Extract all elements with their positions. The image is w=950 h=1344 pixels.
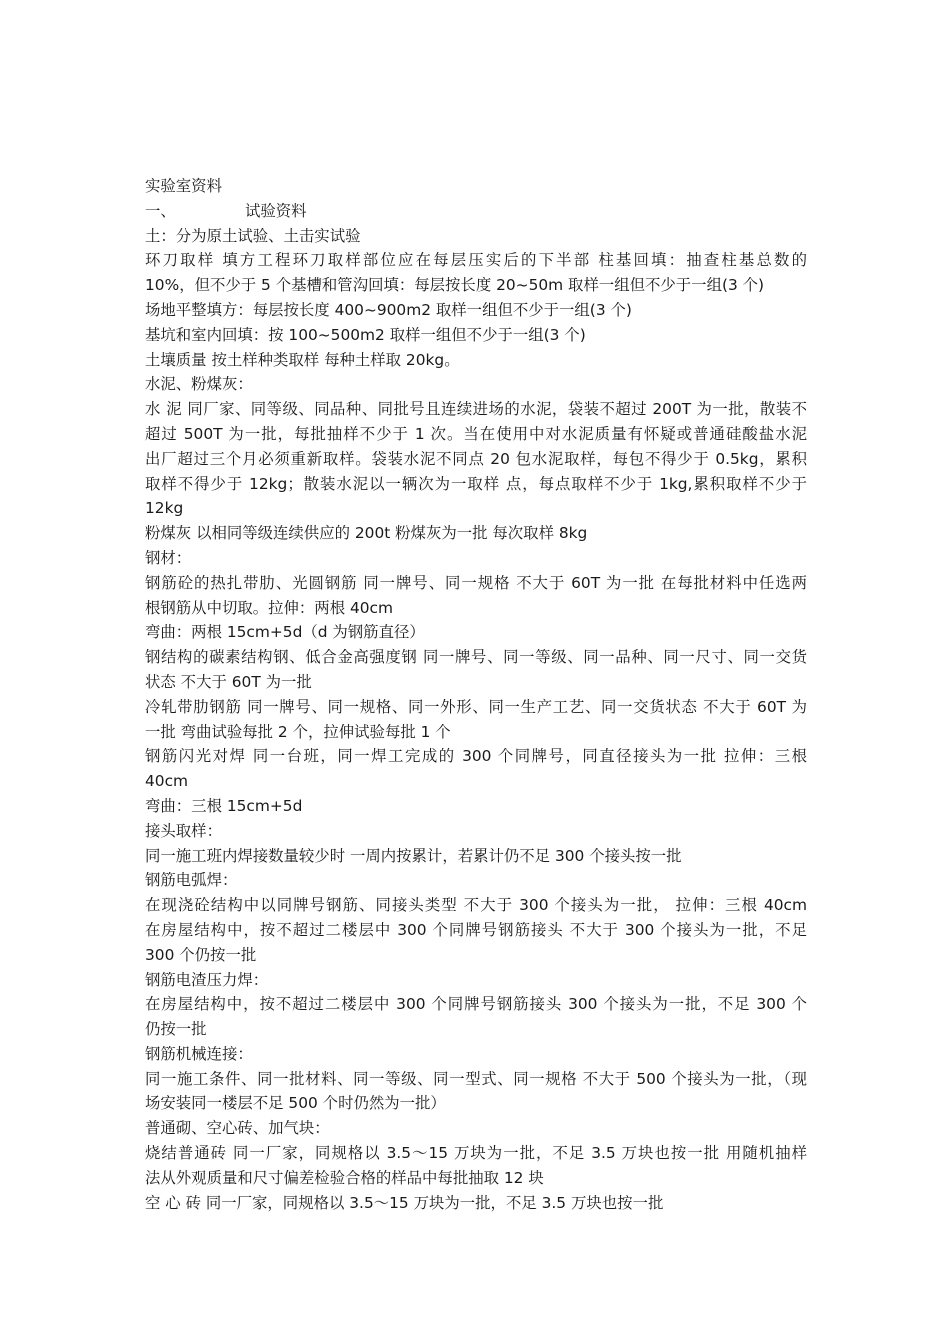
text-line: 钢筋电弧焊： xyxy=(145,871,238,890)
text-line: 水 泥 同厂家、同等级、同品种、同批号且连续进场的水泥，袋装不超过 200T 为一批，散装不 xyxy=(145,400,807,419)
text-line: 钢筋闪光对焊 同一台班，同一焊工完成的 300 个同牌号，同直径接头为一批 拉伸：三根 xyxy=(145,747,807,766)
text-line: 在房屋结构中，按不超过二楼层中 300 个同牌号钢筋接头 不大于 300 个接头为一批，不足 xyxy=(145,920,807,939)
text-line: 粉煤灰 以相同等级连续供应的 200t 粉煤灰为一批 每次取样 8kg xyxy=(145,524,588,543)
text-line: 10%，但不少于 5 个基槽和管沟回填：每层按长度 20~50m 取样一组但不少于一组(3 个) xyxy=(145,276,765,295)
text-line: 烧结普通砖 同一厂家，同规格以 3.5～15 万块为一批，不足 3.5 万块也按一批 用随机抽样 xyxy=(145,1144,807,1163)
text-line: 12kg xyxy=(145,499,184,518)
text-line: 300 个仍按一批 xyxy=(145,945,257,964)
text-line: 土：分为原土试验、土击实试验 xyxy=(145,226,361,245)
text-line: 40cm xyxy=(145,772,189,791)
text-line: 基坑和室内回填：按 100~500m2 取样一组但不少于一组(3 个) xyxy=(145,325,586,344)
text-line: 接头取样： xyxy=(145,821,222,840)
text-line: 钢筋砼的热扎带肋、光圆钢筋 同一牌号、同一规格 不大于 60T 为一批 在每批材料中任选两 xyxy=(145,573,807,592)
text-line: 在房屋结构中，按不超过二楼层中 300 个同牌号钢筋接头 300 个接头为一批，不足 300 个 xyxy=(145,995,807,1014)
text-line: 同一施工班内焊接数量较少时 一周内按累计，若累计仍不足 300 个接头按一批 xyxy=(145,846,682,865)
text-line: 场地平整填方：每层按长度 400~900m2 取样一组但不少于一组(3 个) xyxy=(145,300,632,319)
section-title: 试验资料 xyxy=(245,201,307,220)
text-line: 弯曲：三根 15cm+5d xyxy=(145,796,303,815)
text-line: 出厂超过三个月必须重新取样。袋装水泥不同点 20 包水泥取样，每包不得少于 0.5kg，累积 xyxy=(145,449,807,468)
text-line: 超过 500T 为一批，每批抽样不少于 1 次。当在使用中对水泥质量有怀疑或普通硅酸盐水泥 xyxy=(145,424,807,443)
text-line: 空 心 砖 同一厂家，同规格以 3.5～15 万块为一批，不足 3.5 万块也按一批 xyxy=(145,1193,664,1212)
document-page xyxy=(145,174,807,1215)
section-heading xyxy=(145,199,807,224)
text-line: 土壤质量 按土样种类取样 每种土样取 20kg。 xyxy=(145,350,460,369)
text-line: 普通砌、空心砖、加气块： xyxy=(145,1119,330,1138)
text-line: 冷轧带肋钢筋 同一牌号、同一规格、同一外形、同一生产工艺、同一交货状态 不大于 60T 为 xyxy=(145,697,807,716)
text-line: 钢筋电渣压力焊： xyxy=(145,970,269,989)
text-line: 根钢筋从中切取。拉伸：两根 40cm xyxy=(145,598,394,617)
text-line: 钢材： xyxy=(145,548,192,567)
text-line: 环刀取样 填方工程环刀取样部位应在每层压实后的下半部 柱基回填：抽查柱基总数的 xyxy=(145,251,807,270)
text-line: 一批 弯曲试验每批 2 个，拉伸试验每批 1 个 xyxy=(145,722,451,741)
text-line: 钢结构的碳素结构钢、低合金高强度钢 同一牌号、同一等级、同一品种、同一尺寸、同一交货 xyxy=(145,648,807,667)
text-line: 钢筋机械连接： xyxy=(145,1044,253,1063)
text-line: 场安装同一楼层不足 500 个时仍然为一批） xyxy=(145,1094,446,1113)
text-line: 法从外观质量和尺寸偏差检验合格的样品中每批抽取 12 块 xyxy=(145,1168,544,1187)
text-line: 弯曲：两根 15cm+5d（d 为钢筋直径） xyxy=(145,623,425,642)
text-line: 水泥、粉煤灰： xyxy=(145,375,253,394)
doc-title: 实验室资料 xyxy=(145,177,222,195)
text-line: 仍按一批 xyxy=(145,1020,207,1039)
text-line: 在现浇砼结构中以同牌号钢筋、同接头类型 不大于 300 个接头为一批， 拉伸：三根 40cm xyxy=(145,896,807,915)
text-line: 状态 不大于 60T 为一批 xyxy=(145,672,312,691)
text-line: 同一施工条件、同一批材料、同一等级、同一型式、同一规格 不大于 500 个接头为一批，（现 xyxy=(145,1069,807,1088)
text-line: 取样不得少于 12kg；散装水泥以一辆次为一取样 点，每点取样不少于 1kg,累积取样不少于 xyxy=(145,474,807,493)
section-number: 一、 xyxy=(145,201,176,220)
